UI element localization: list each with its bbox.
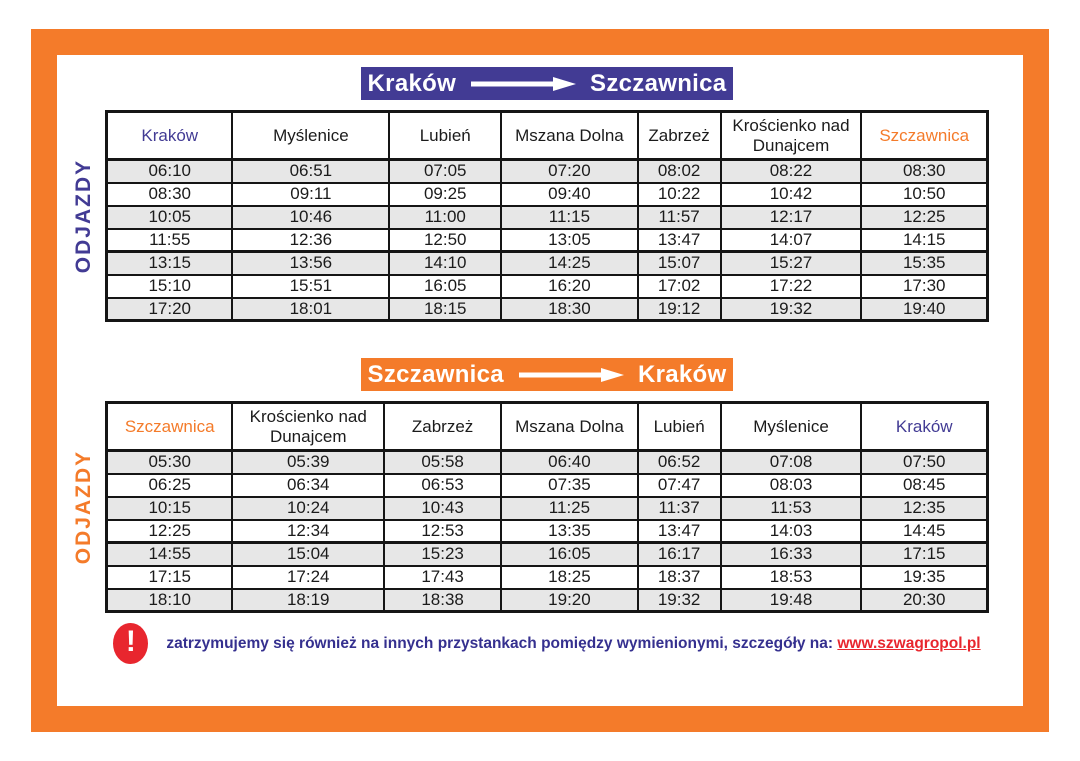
tables-area	[72, 67, 989, 664]
departure-time-myslenice: 09:11	[232, 183, 389, 206]
footer-note	[105, 623, 989, 664]
departure-time-krakow: 06:10	[107, 160, 233, 183]
column-header-kroscienko-nad-dunajcem: Krościenko nad Dunajcem	[232, 403, 384, 451]
departure-time-myslenice: 19:48	[721, 589, 862, 612]
departure-time-zabrzez: 15:07	[638, 252, 721, 275]
arrow-right-icon	[469, 76, 577, 92]
departure-time-szczawnica: 19:40	[861, 298, 987, 321]
departure-time-mszana-dolna: 06:40	[501, 451, 638, 474]
column-header-krakow: Kraków	[861, 403, 987, 451]
column-header-myslenice: Myślenice	[232, 112, 389, 160]
departure-time-zabrzez: 13:47	[638, 229, 721, 252]
departure-time-lubien: 09:25	[389, 183, 501, 206]
timetable-row	[107, 497, 988, 520]
departure-time-mszana-dolna: 13:05	[501, 229, 638, 252]
departure-time-myslenice: 18:53	[721, 566, 862, 589]
departure-time-lubien: 07:47	[638, 474, 721, 497]
departure-time-zabrzez: 12:53	[384, 520, 501, 543]
departure-time-krakow: 08:30	[107, 183, 233, 206]
departure-time-lubien: 06:52	[638, 451, 721, 474]
departure-time-zabrzez: 19:12	[638, 298, 721, 321]
departure-time-lubien: 12:50	[389, 229, 501, 252]
timetable-row	[107, 183, 988, 206]
departure-time-krakow: 12:35	[861, 497, 987, 520]
departure-time-szczawnica: 10:15	[107, 497, 233, 520]
column-header-mszana-dolna: Mszana Dolna	[501, 112, 638, 160]
timetable-row	[107, 566, 988, 589]
note-message: zatrzymujemy się również na innych przystankach pomiędzy wymienionymi, szczegóły na:	[166, 634, 834, 652]
departure-time-krakow: 20:30	[861, 589, 987, 612]
departure-time-mszana-dolna: 18:25	[501, 566, 638, 589]
timetable-row	[107, 520, 988, 543]
departure-time-kroscienko-nad-dunajcem: 05:39	[232, 451, 384, 474]
route-section-szczawnica-krakow	[72, 358, 989, 613]
timetable-row	[107, 474, 988, 497]
banner-from-label: Kraków	[367, 69, 457, 97]
departure-time-kroscienko-nad-dunajcem: 12:34	[232, 520, 384, 543]
banner-to-label: Kraków	[637, 360, 727, 388]
route-banner-krakow-szczawnica	[361, 67, 733, 100]
column-header-zabrzez: Zabrzeż	[384, 403, 501, 451]
timetable-row	[107, 275, 988, 298]
departure-time-zabrzez: 06:53	[384, 474, 501, 497]
departure-time-myslenice: 18:01	[232, 298, 389, 321]
website-link[interactable]: www.szwagropol.pl	[837, 634, 981, 652]
departures-label-2: ODJAZDY	[72, 449, 95, 565]
timetable-row	[107, 451, 988, 474]
route-section-krakow-szczawnica	[72, 67, 989, 322]
departure-time-szczawnica: 08:30	[861, 160, 987, 183]
departure-time-myslenice: 16:33	[721, 543, 862, 566]
departure-time-myslenice: 11:53	[721, 497, 862, 520]
departure-time-krakow: 19:35	[861, 566, 987, 589]
departure-time-myslenice: 15:51	[232, 275, 389, 298]
departure-time-mszana-dolna: 16:20	[501, 275, 638, 298]
departure-time-krakow: 17:20	[107, 298, 233, 321]
departure-time-mszana-dolna: 13:35	[501, 520, 638, 543]
departure-time-krakow: 07:50	[861, 451, 987, 474]
departure-time-myslenice: 07:08	[721, 451, 862, 474]
departure-time-szczawnica: 10:50	[861, 183, 987, 206]
departure-time-mszana-dolna: 11:15	[501, 206, 638, 229]
column-header-kroscienko-nad-dunajcem: Krościenko nad Dunajcem	[721, 112, 862, 160]
departure-time-zabrzez: 17:02	[638, 275, 721, 298]
departure-time-zabrzez: 10:22	[638, 183, 721, 206]
banner-from-label: Szczawnica	[367, 360, 504, 388]
departure-time-mszana-dolna: 18:30	[501, 298, 638, 321]
column-header-lubien: Lubień	[389, 112, 501, 160]
timetable-row	[107, 543, 988, 566]
departure-time-mszana-dolna: 19:20	[501, 589, 638, 612]
departure-time-szczawnica: 05:30	[107, 451, 233, 474]
departure-time-myslenice: 13:56	[232, 252, 389, 275]
route-banner-szczawnica-krakow	[361, 358, 733, 391]
departure-time-szczawnica: 14:15	[861, 229, 987, 252]
departure-time-krakow: 15:10	[107, 275, 233, 298]
departure-time-lubien: 14:10	[389, 252, 501, 275]
table-wrap-2	[72, 401, 989, 613]
column-header-krakow: Kraków	[107, 112, 233, 160]
exclamation-icon: !	[113, 623, 148, 664]
departure-time-kroscienko-nad-dunajcem: 06:34	[232, 474, 384, 497]
departure-time-krakow: 08:45	[861, 474, 987, 497]
departure-time-szczawnica: 17:30	[861, 275, 987, 298]
departure-time-szczawnica: 17:15	[107, 566, 233, 589]
departure-time-zabrzez: 10:43	[384, 497, 501, 520]
timetable-row	[107, 298, 988, 321]
departure-time-szczawnica: 12:25	[861, 206, 987, 229]
table-wrap-1	[72, 110, 989, 322]
footer-note-text	[166, 635, 980, 653]
departure-time-mszana-dolna: 14:25	[501, 252, 638, 275]
departure-time-krakow: 14:45	[861, 520, 987, 543]
timetable-row	[107, 160, 988, 183]
departure-time-zabrzez: 11:57	[638, 206, 721, 229]
departure-time-kroscienko-nad-dunajcem: 19:32	[721, 298, 862, 321]
column-header-zabrzez: Zabrzeż	[638, 112, 721, 160]
timetable-row	[107, 252, 988, 275]
departure-time-szczawnica: 06:25	[107, 474, 233, 497]
arrow-right-icon	[517, 367, 625, 383]
departure-time-lubien: 18:15	[389, 298, 501, 321]
departure-time-mszana-dolna: 16:05	[501, 543, 638, 566]
departure-time-krakow: 10:05	[107, 206, 233, 229]
departure-time-szczawnica: 18:10	[107, 589, 233, 612]
departure-time-zabrzez: 05:58	[384, 451, 501, 474]
departure-time-kroscienko-nad-dunajcem: 15:04	[232, 543, 384, 566]
departure-time-lubien: 16:05	[389, 275, 501, 298]
departure-time-lubien: 18:37	[638, 566, 721, 589]
departure-time-lubien: 16:17	[638, 543, 721, 566]
header-row	[107, 403, 988, 451]
departure-time-myslenice: 12:36	[232, 229, 389, 252]
timetable-szczawnica-krakow	[105, 401, 989, 613]
departure-time-lubien: 13:47	[638, 520, 721, 543]
departure-time-zabrzez: 08:02	[638, 160, 721, 183]
column-header-lubien: Lubień	[638, 403, 721, 451]
column-header-myslenice: Myślenice	[721, 403, 862, 451]
departure-time-zabrzez: 18:38	[384, 589, 501, 612]
timetable-krakow-szczawnica	[105, 110, 989, 322]
header-row	[107, 112, 988, 160]
timetable-row	[107, 206, 988, 229]
departure-time-szczawnica: 14:55	[107, 543, 233, 566]
departure-time-myslenice: 06:51	[232, 160, 389, 183]
departure-time-szczawnica: 15:35	[861, 252, 987, 275]
column-header-szczawnica: Szczawnica	[861, 112, 987, 160]
departure-time-mszana-dolna: 07:35	[501, 474, 638, 497]
departure-time-lubien: 11:00	[389, 206, 501, 229]
departure-time-myslenice: 08:03	[721, 474, 862, 497]
departure-time-kroscienko-nad-dunajcem: 15:27	[721, 252, 862, 275]
departure-time-mszana-dolna: 07:20	[501, 160, 638, 183]
departure-time-kroscienko-nad-dunajcem: 17:24	[232, 566, 384, 589]
departure-time-kroscienko-nad-dunajcem: 08:22	[721, 160, 862, 183]
departures-label-1: ODJAZDY	[72, 158, 95, 274]
departure-time-krakow: 13:15	[107, 252, 233, 275]
departure-time-kroscienko-nad-dunajcem: 10:42	[721, 183, 862, 206]
departure-time-lubien: 11:37	[638, 497, 721, 520]
departure-time-zabrzez: 15:23	[384, 543, 501, 566]
departure-time-mszana-dolna: 09:40	[501, 183, 638, 206]
departure-time-lubien: 07:05	[389, 160, 501, 183]
departure-time-myslenice: 10:46	[232, 206, 389, 229]
departure-time-kroscienko-nad-dunajcem: 10:24	[232, 497, 384, 520]
column-header-mszana-dolna: Mszana Dolna	[501, 403, 638, 451]
timetable-row	[107, 229, 988, 252]
departure-time-zabrzez: 17:43	[384, 566, 501, 589]
departure-time-kroscienko-nad-dunajcem: 17:22	[721, 275, 862, 298]
banner-to-label: Szczawnica	[590, 69, 727, 97]
column-header-szczawnica: Szczawnica	[107, 403, 233, 451]
departure-time-krakow: 17:15	[861, 543, 987, 566]
departure-time-mszana-dolna: 11:25	[501, 497, 638, 520]
sheet-content	[57, 55, 1023, 706]
departure-time-krakow: 11:55	[107, 229, 233, 252]
timetable-sheet	[31, 29, 1049, 732]
departure-time-szczawnica: 12:25	[107, 520, 233, 543]
timetable-row	[107, 589, 988, 612]
departure-time-kroscienko-nad-dunajcem: 14:07	[721, 229, 862, 252]
departure-time-myslenice: 14:03	[721, 520, 862, 543]
departure-time-lubien: 19:32	[638, 589, 721, 612]
departure-time-kroscienko-nad-dunajcem: 18:19	[232, 589, 384, 612]
departure-time-kroscienko-nad-dunajcem: 12:17	[721, 206, 862, 229]
